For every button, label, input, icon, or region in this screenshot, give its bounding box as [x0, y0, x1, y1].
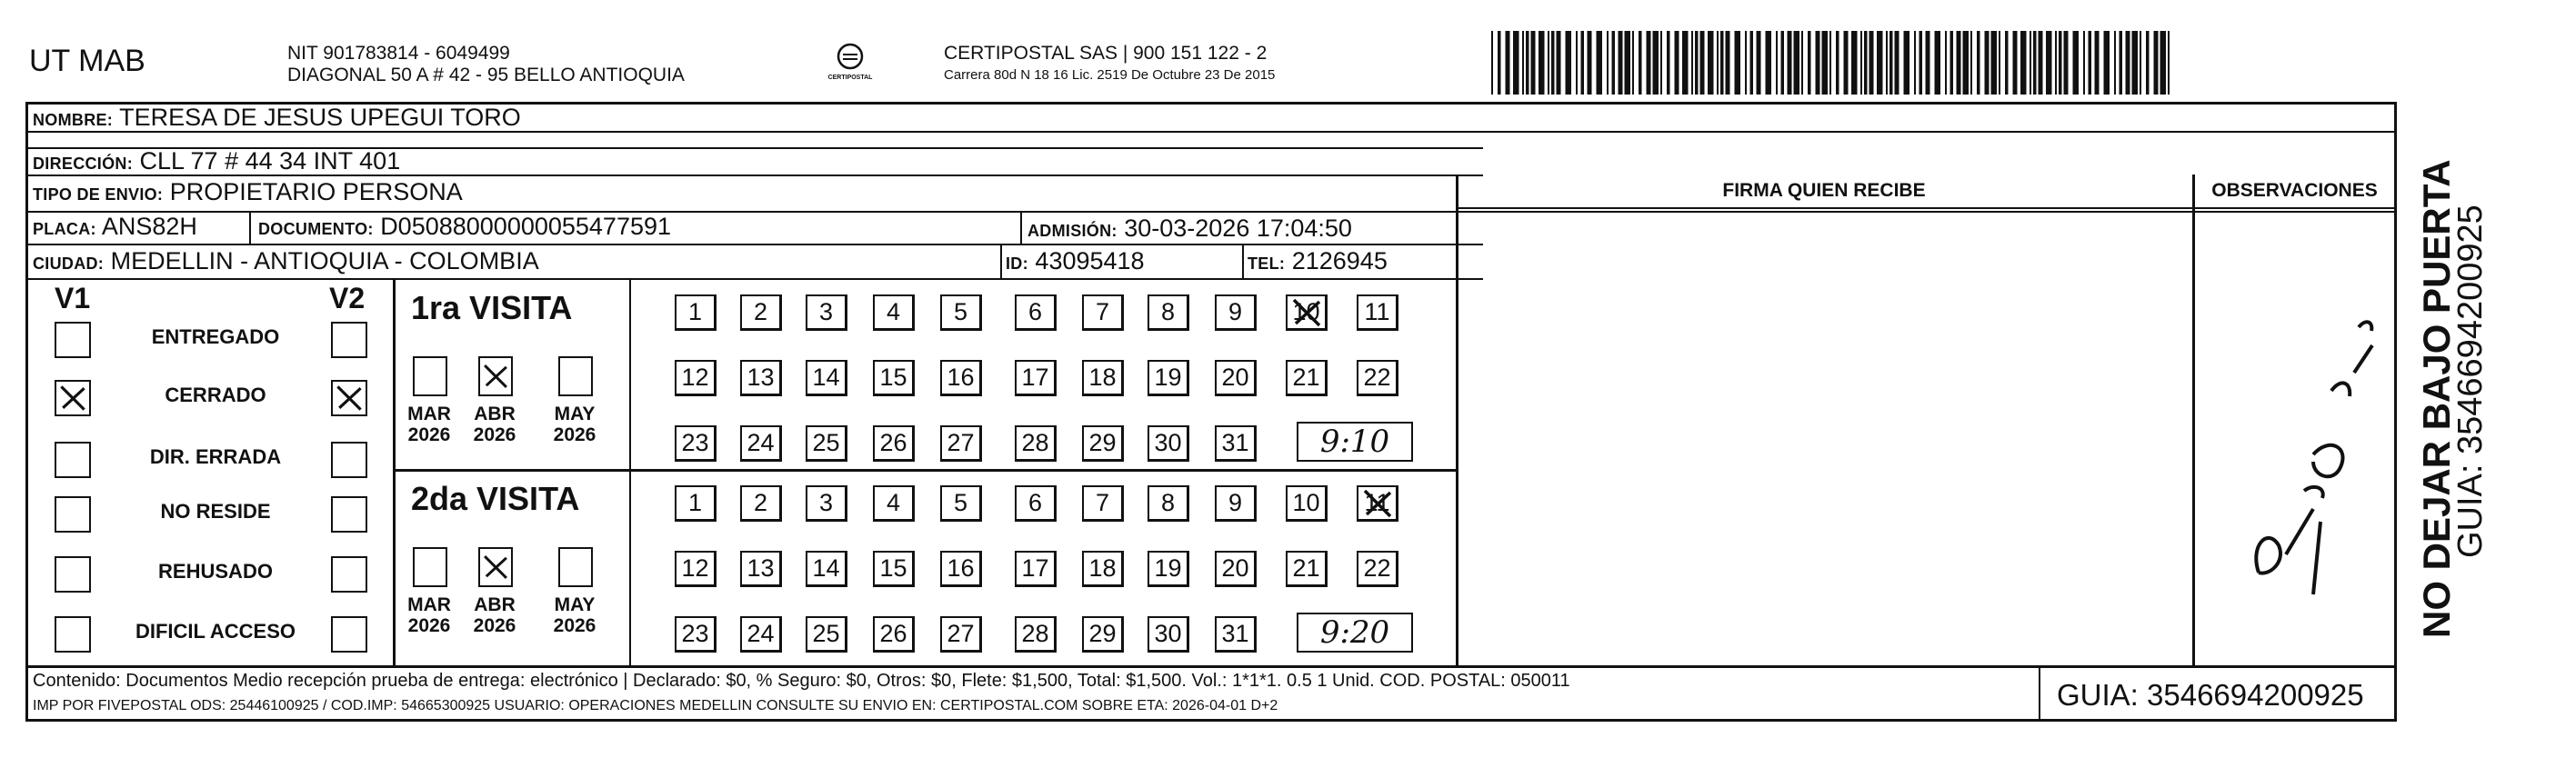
tipo-label: TIPO DE ENVIO: — [33, 185, 164, 204]
ciudad-label: CIUDAD: — [33, 254, 105, 273]
v1-checkbox[interactable] — [55, 496, 91, 533]
status-label: REHUSADO — [158, 560, 273, 583]
day-checkbox[interactable]: 7 — [1082, 294, 1124, 331]
company-nit: NIT 901783814 - 6049499 — [287, 43, 510, 64]
day-checkbox[interactable]: 21 — [1286, 551, 1328, 587]
day-checkbox[interactable]: 31 — [1215, 425, 1257, 462]
v2-checkbox[interactable] — [331, 496, 367, 533]
day-checkbox[interactable]: 17 — [1015, 551, 1057, 587]
day-checkbox[interactable]: 26 — [873, 425, 915, 462]
month-checkbox[interactable] — [413, 547, 447, 587]
status-label: DIR. ERRADA — [149, 445, 282, 468]
documento-label: DOCUMENTO: — [258, 220, 374, 238]
day-checkbox[interactable]: 10 — [1286, 294, 1328, 331]
day-checkbox[interactable]: 2 — [740, 485, 782, 522]
v1-checkbox[interactable] — [55, 322, 91, 358]
month-checkbox[interactable] — [558, 547, 593, 587]
day-checkbox[interactable]: 11 — [1357, 485, 1398, 522]
ciudad-field — [33, 247, 539, 277]
carrier-name: CERTIPOSTAL SAS | 900 151 122 - 2 — [944, 43, 1268, 64]
day-checkbox[interactable]: 8 — [1148, 294, 1189, 331]
day-checkbox[interactable]: 24 — [740, 616, 782, 653]
tel-label: TEL: — [1248, 254, 1286, 273]
day-checkbox[interactable]: 4 — [873, 485, 915, 522]
tipo-value: PROPIETARIO PERSONA — [169, 178, 463, 205]
barcode — [1491, 31, 2175, 95]
day-checkbox[interactable]: 9 — [1215, 294, 1257, 331]
placa-field — [33, 213, 197, 243]
day-checkbox[interactable]: 27 — [940, 425, 982, 462]
visit-title: 1ra VISITA — [411, 289, 573, 326]
month-checkbox[interactable] — [413, 356, 447, 396]
admision-label: ADMISIÓN: — [1027, 222, 1118, 240]
ciudad-value: MEDELLIN - ANTIOQUIA - COLOMBIA — [110, 247, 539, 274]
day-checkbox[interactable]: 2 — [740, 294, 782, 331]
admision-value: 30-03-2026 17:04:50 — [1124, 214, 1352, 242]
day-checkbox[interactable]: 28 — [1015, 616, 1057, 653]
footer-content: Contenido: Documentos Medio recepción prueba de entrega: electrónico | Declarado: $0, % Seguro: $0, Otros: $0, Flete: $1,500, Total: $1,500. Vol.: 1*1*1. 0.5 1 Unid. COD. POSTAL: 050011 — [33, 671, 1570, 691]
certipostal-logo — [823, 40, 877, 85]
v1-checkbox[interactable] — [55, 616, 91, 653]
day-checkbox[interactable]: 17 — [1015, 360, 1057, 396]
month-label: ABR 2026 — [473, 404, 516, 445]
direccion-value: CLL 77 # 44 34 INT 401 — [139, 147, 401, 175]
day-checkbox[interactable]: 20 — [1215, 360, 1257, 396]
month-label: MAR 2026 — [407, 594, 451, 636]
month-checkbox[interactable] — [478, 356, 513, 396]
logo-caption: CERTIPOSTAL — [827, 75, 873, 81]
day-checkbox[interactable]: 6 — [1015, 294, 1057, 331]
day-checkbox[interactable]: 18 — [1082, 360, 1124, 396]
visit-time: 9:20 — [1297, 613, 1413, 653]
direccion-field — [33, 147, 400, 177]
day-checkbox[interactable]: 5 — [940, 294, 982, 331]
day-checkbox[interactable]: 22 — [1357, 551, 1398, 587]
day-checkbox[interactable]: 8 — [1148, 485, 1189, 522]
day-checkbox[interactable]: 9 — [1215, 485, 1257, 522]
day-checkbox[interactable]: 21 — [1286, 360, 1328, 396]
day-checkbox[interactable]: 13 — [740, 551, 782, 587]
month-checkbox[interactable] — [558, 356, 593, 396]
side-guia: GUIA: 3546694200925 — [2451, 204, 2490, 558]
day-check-mark — [1357, 485, 1398, 522]
day-checkbox[interactable]: 12 — [675, 360, 717, 396]
day-checkbox[interactable]: 5 — [940, 485, 982, 522]
status-label: DIFICIL ACCESO — [135, 620, 296, 643]
day-checkbox[interactable]: 3 — [806, 485, 847, 522]
no-dejar-bajo-puerta: NO DEJAR BAJO PUERTA — [2415, 159, 2458, 638]
carrier-address: Carrera 80d N 18 16 Lic. 2519 De Octubre 23 De 2015 — [944, 67, 1276, 83]
status-label: ENTREGADO — [151, 325, 280, 348]
month-label: ABR 2026 — [473, 594, 516, 636]
id-field — [1006, 247, 1145, 277]
day-checkbox[interactable]: 31 — [1215, 616, 1257, 653]
day-checkbox[interactable]: 27 — [940, 616, 982, 653]
day-checkbox[interactable]: 16 — [940, 360, 982, 396]
documento-value: D05088000000055477591 — [380, 213, 672, 240]
day-checkbox[interactable]: 7 — [1082, 485, 1124, 522]
v2-checkbox[interactable] — [331, 556, 367, 593]
nombre-label: NOMBRE: — [33, 111, 114, 129]
v1-checkbox[interactable] — [55, 442, 91, 478]
day-checkbox[interactable]: 15 — [873, 360, 915, 396]
day-checkbox[interactable]: 12 — [675, 551, 717, 587]
day-checkbox[interactable]: 3 — [806, 294, 847, 331]
v2-checkbox[interactable] — [331, 442, 367, 478]
company-name: UT MAB — [29, 44, 145, 78]
admision-field — [1027, 214, 1352, 244]
v1-checkbox[interactable] — [55, 556, 91, 593]
day-checkbox[interactable]: 23 — [675, 616, 717, 653]
id-value: 43095418 — [1035, 247, 1145, 274]
placa-value: ANS82H — [101, 213, 197, 240]
documento-field — [258, 213, 671, 243]
status-label: NO RESIDE — [160, 500, 271, 523]
day-checkbox[interactable]: 6 — [1015, 485, 1057, 522]
tipo-field — [33, 178, 463, 208]
day-checkbox[interactable]: 13 — [740, 360, 782, 396]
day-checkbox[interactable]: 14 — [806, 551, 847, 587]
day-checkbox[interactable]: 25 — [806, 425, 847, 462]
day-checkbox[interactable]: 15 — [873, 551, 915, 587]
tel-value: 2126945 — [1291, 247, 1388, 274]
status-label: CERRADO — [165, 384, 266, 406]
day-check-mark — [1286, 294, 1328, 331]
day-checkbox[interactable]: 4 — [873, 294, 915, 331]
observaciones-header: OBSERVACIONES — [2211, 180, 2378, 201]
recipient-signature — [2195, 273, 2395, 654]
direccion-label: DIRECCIÓN: — [33, 155, 133, 173]
firma-header: FIRMA QUIEN RECIBE — [1722, 180, 1926, 201]
day-checkbox[interactable]: 30 — [1148, 425, 1189, 462]
day-checkbox[interactable]: 1 — [675, 294, 717, 331]
day-checkbox[interactable]: 18 — [1082, 551, 1124, 587]
company-address: DIAGONAL 50 A # 42 - 95 BELLO ANTIOQUIA — [287, 65, 685, 85]
v2-checkbox[interactable] — [331, 616, 367, 653]
month-checkbox[interactable] — [478, 547, 513, 587]
day-checkbox[interactable]: 20 — [1215, 551, 1257, 587]
v1-checkbox[interactable] — [55, 380, 91, 416]
day-checkbox[interactable]: 11 — [1357, 294, 1398, 331]
nombre-value: TERESA DE JESUS UPEGUI TORO — [119, 104, 521, 131]
day-checkbox[interactable]: 23 — [675, 425, 717, 462]
day-checkbox[interactable]: 29 — [1082, 425, 1124, 462]
day-checkbox[interactable]: 28 — [1015, 425, 1057, 462]
placa-label: PLACA: — [33, 220, 96, 238]
v2-checkbox[interactable] — [331, 380, 367, 416]
day-checkbox[interactable]: 26 — [873, 616, 915, 653]
day-checkbox[interactable]: 30 — [1148, 616, 1189, 653]
visit-time: 9:10 — [1297, 422, 1413, 462]
day-checkbox[interactable]: 16 — [940, 551, 982, 587]
v1-label: V1 — [55, 282, 91, 314]
nombre-field — [33, 104, 521, 134]
day-checkbox[interactable]: 19 — [1148, 360, 1189, 396]
day-checkbox[interactable]: 10 — [1286, 485, 1328, 522]
day-checkbox[interactable]: 1 — [675, 485, 717, 522]
footer-imp: IMP POR FIVEPOSTAL ODS: 25446100925 / COD.IMP: 54665300925 USUARIO: OPERACIONES MEDELLIN CONSULTE SU ENVIO EN: CERTIPOSTAL.COM SOBRE ETA: 2026-04-01 D+2 — [33, 698, 1278, 713]
month-label: MAR 2026 — [407, 404, 451, 445]
day-checkbox[interactable]: 29 — [1082, 616, 1124, 653]
visit-title: 2da VISITA — [411, 480, 580, 517]
tel-field — [1248, 247, 1388, 277]
day-checkbox[interactable]: 25 — [806, 616, 847, 653]
footer-guia: GUIA: 3546694200925 — [2057, 678, 2364, 712]
day-checkbox[interactable]: 24 — [740, 425, 782, 462]
v2-checkbox[interactable] — [331, 322, 367, 358]
day-checkbox[interactable]: 19 — [1148, 551, 1189, 587]
month-label: MAY 2026 — [553, 594, 596, 636]
day-checkbox[interactable]: 22 — [1357, 360, 1398, 396]
v2-label: V2 — [329, 282, 366, 314]
day-checkbox[interactable]: 14 — [806, 360, 847, 396]
id-label: ID: — [1006, 254, 1028, 273]
month-label: MAY 2026 — [553, 404, 596, 445]
